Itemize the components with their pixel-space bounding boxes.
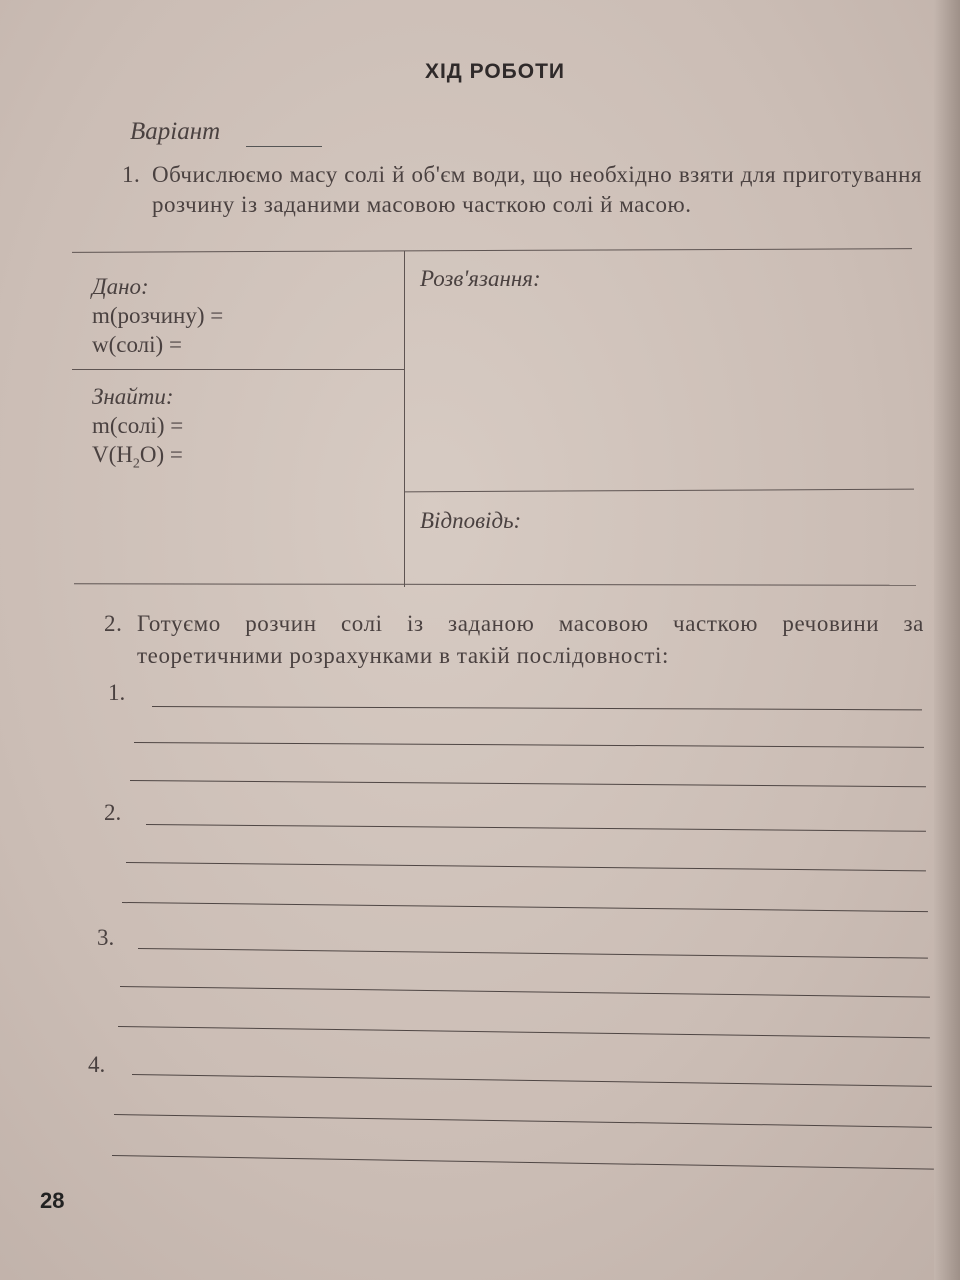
task-1-number: 1.: [122, 162, 141, 187]
answer-line[interactable]: [122, 902, 928, 912]
step-4-number: 4.: [88, 1052, 106, 1077]
find-label: Знайти:: [92, 384, 174, 409]
variant-label: Варіант: [130, 118, 221, 145]
solution-answer-divider: [404, 489, 914, 493]
find-section: [92, 382, 392, 479]
step-3-number: 3.: [97, 925, 115, 950]
step-2-number: 2.: [104, 800, 122, 825]
answer-line[interactable]: [134, 742, 924, 748]
given-section: [92, 272, 392, 359]
page-heading: ХІД РОБОТИ: [424, 60, 566, 83]
answer-line[interactable]: [152, 706, 922, 710]
answer-line[interactable]: [120, 986, 930, 998]
answer-line[interactable]: [118, 1026, 930, 1038]
task-2-text: Готуємо розчин солі із заданою масовою часткою речовини за теоретичними розрахунками в такій послідовності:: [137, 611, 924, 668]
given-find-divider: [72, 369, 404, 370]
step-1-number: 1.: [108, 680, 126, 705]
answer-label: Відповідь:: [420, 508, 522, 533]
given-mass-fraction: w(солі) =: [92, 332, 182, 357]
page-edge: [934, 0, 960, 1280]
find-mass-salt: m(солі) =: [92, 413, 184, 438]
answer-area[interactable]: [410, 535, 910, 580]
task-1-text: Обчислюємо масу солі й об'єм води, що необхідно взяти для приготування розчину із заданими масовою часткою солі й масою.: [152, 162, 922, 217]
answer-line[interactable]: [114, 1114, 932, 1128]
page-number: 28: [40, 1188, 65, 1213]
find-water-volume: $V(H_2O)$ =: [92, 442, 183, 472]
given-label: Дано:: [92, 274, 149, 299]
table-divider: [404, 251, 405, 587]
answer-line[interactable]: [130, 780, 926, 787]
given-mass-solution: m(розчину) =: [92, 303, 224, 328]
solution-area[interactable]: [410, 295, 910, 480]
table-bottom-border: [74, 583, 916, 585]
answer-line[interactable]: [112, 1155, 934, 1170]
variant-blank[interactable]: [246, 146, 322, 147]
solution-label: Розв'язання:: [420, 266, 541, 291]
task-2: [104, 608, 924, 678]
answer-line[interactable]: [146, 824, 926, 832]
answer-line[interactable]: [126, 862, 926, 871]
answer-line[interactable]: [138, 948, 928, 959]
task-2-number: 2.: [104, 611, 123, 636]
task-1: [122, 160, 922, 250]
answer-line[interactable]: [132, 1074, 932, 1087]
